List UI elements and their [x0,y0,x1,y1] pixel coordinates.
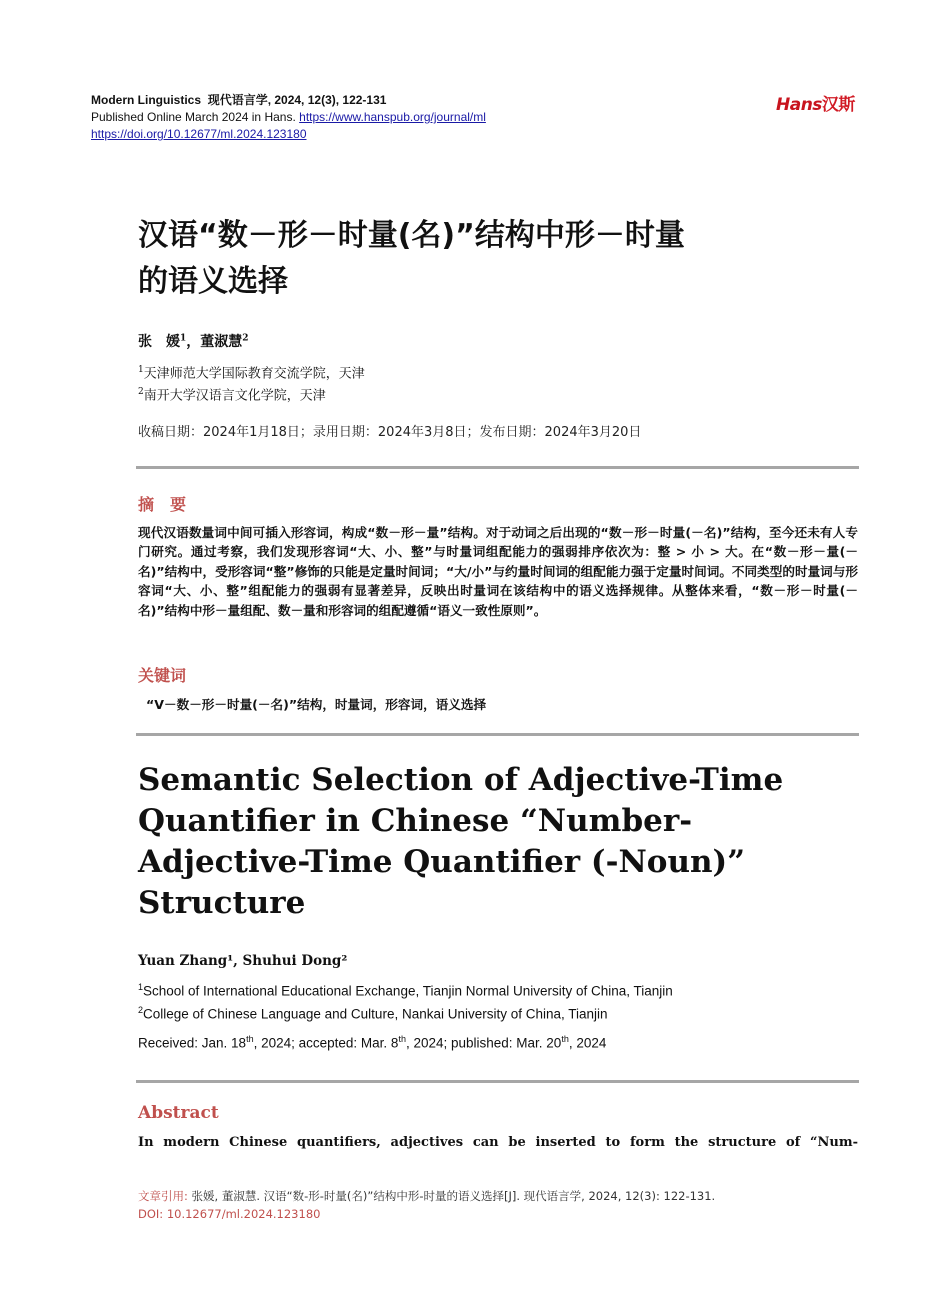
th-sup: th [398,1034,406,1044]
citation-label: 文章引用: [138,1189,188,1203]
zh-aff2: 南开大学汉语言文化学院，天津 [143,388,326,404]
en-aff1-sup: 1 [138,982,144,992]
divider [136,733,859,736]
th-sup: th [246,1034,254,1044]
zh-author-sep: ， [186,334,201,350]
en-year-end: , 2024 [568,1035,607,1051]
en-dates [138,1034,606,1051]
en-received: Received: Jan. 18 [138,1035,247,1051]
journal-link[interactable]: https://www.hanspub.org/journal/ml [299,110,486,124]
journal-name: Modern Linguistics [91,93,202,107]
zh-title [138,213,838,305]
logo-cn: 汉斯 [821,95,855,115]
en-abstract: In modern Chinese quantifiers, adjectives can be inserted to form the structure of “Num- [138,1135,858,1150]
doi-link[interactable]: https://doi.org/10.12677/ml.2024.123180 [91,127,307,141]
zh-author2: 董淑慧 [200,334,243,350]
en-aff2-sup: 2 [138,1004,144,1015]
en-abstract-heading: Abstract [138,1103,219,1123]
en-aff2: College of Chinese Language and Culture, Nankai University of China, Tianjin [143,1006,608,1021]
journal-volume: 现代语言学, 2024, 12(3), 122-131 [207,93,387,107]
citation-doi: DOI: 10.12677/ml.2024.123180 [138,1207,321,1221]
en-title: Semantic Selection of Adjective-Time Quantifier in Chinese “Number-Adjective-Time Quantifier (-Noun)” Structure [138,762,784,921]
logo-en: Hans [776,95,822,115]
citation-text: 张媛, 董淑慧. 汉语“数-形-时量(名)”结构中形-时量的语义选择[J]. 现代语言学, 2024, 12(3): 122-131. [187,1189,716,1203]
zh-dates: 收稿日期：2024年1月18日；录用日期：2024年3月8日；发布日期：2024年3月20日 [138,425,642,440]
zh-keywords-heading: 关键词 [138,666,187,685]
en-authors: Yuan Zhang¹, Shuhui Dong² [138,953,348,969]
citation [138,1187,858,1223]
zh-affiliations [138,361,365,406]
zh-abstract: 现代汉语数量词中间可插入形容词，构成“数－形－量”结构。对于动词之后出现的“数－形－时量(－名)”结构，至今还未有人专门研究。通过考察，我们发现形容词“大、小、整”与时量词组配能力的强弱排序依次为：整 > 小 > 大。在“数－形－量(－名)”结构中，受形容词“整”修饰的只能是定量时间词；“大/小”与约量时间词的组配能力强于定量时间词。不同类型的时量词与形容词“大、小、整”组配能力的强弱有显著差异，反映出时量词在该结构中的语义选择规律。从整体来看，“数－形－时量(－名)”结构中形－量组配、数－量和形容词的组配遵循“语义一致性原则”。 [138,525,858,618]
th-sup: th [561,1034,569,1044]
en-aff1: School of International Educational Exchange, Tianjin Normal University of China, Tianjin [143,983,673,999]
zh-authors [138,331,249,351]
zh-author1: 张 媛 [138,334,180,350]
published-line: Published Online March 2024 in Hans. [91,110,296,124]
divider [136,1080,859,1083]
zh-title-line2: 的语义选择 [138,264,288,299]
zh-author1-sup: 1 [180,333,187,344]
zh-title-line1: 汉语“数－形－时量(名)”结构中形－时量 [138,218,685,253]
en-published: , 2024; published: Mar. 20 [405,1035,562,1051]
zh-aff1: 天津师范大学国际教育交流学院，天津 [143,366,365,382]
zh-author2-sup: 2 [242,333,249,344]
zh-aff2-sup: 2 [138,387,144,398]
journal-header [91,92,486,143]
zh-aff1-sup: 1 [138,365,144,375]
divider [136,466,859,469]
zh-abstract-heading: 摘 要 [138,495,187,514]
hans-logo [776,90,855,115]
zh-keywords: “V－数－形－时量(－名)”结构，时量词，形容词，语义选择 [146,697,487,712]
en-accepted: , 2024; accepted: Mar. 8 [253,1035,399,1051]
en-affiliations [138,978,673,1023]
